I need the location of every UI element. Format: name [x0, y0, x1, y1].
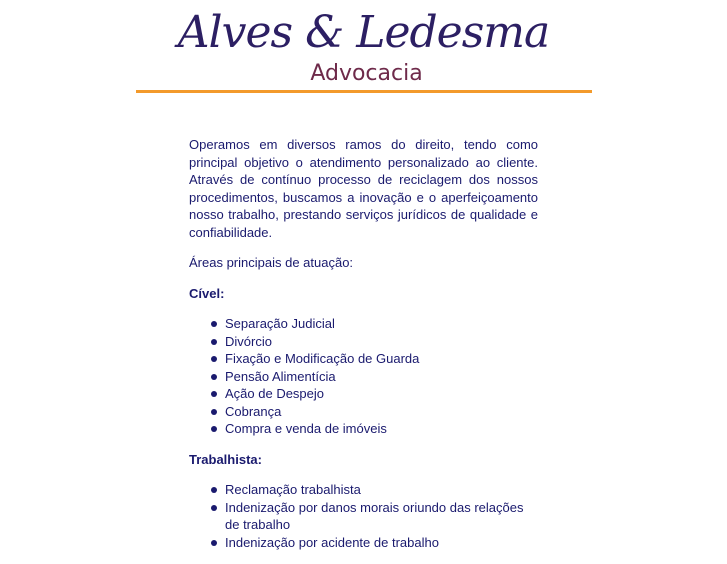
section-title-civel: Cível: — [189, 285, 225, 301]
trabalhista-list — [189, 481, 538, 551]
logo-title: Alves & Ledesma — [177, 7, 550, 58]
list-item: Compra e venda de imóveis — [225, 420, 538, 438]
list-item: Indenização por acidente de trabalho — [225, 534, 538, 552]
site-header — [0, 0, 727, 95]
civel-list — [189, 315, 538, 438]
logo-subtitle: Advocacia — [310, 61, 423, 86]
intro-paragraph: Operamos em diversos ramos do direito, tendo como principal objetivo o atendimento personalizado ao cliente. Através de contínuo processo de reciclagem dos nossos procedimentos, buscamos a inovação e o aperfeiçoamento nosso trabalho, prestando serviços jurídicos de qualidade e confiabilidade. — [189, 137, 538, 240]
list-item: Pensão Alimentícia — [225, 368, 538, 386]
main-content — [189, 136, 538, 564]
list-item: Reclamação trabalhista — [225, 481, 538, 499]
list-item: Divórcio — [225, 333, 538, 351]
list-item: Fixação e Modificação de Guarda — [225, 350, 538, 368]
list-item: Ação de Despejo — [225, 385, 538, 403]
section-title-trabalhista: Trabalhista: — [189, 451, 262, 467]
header-divider — [136, 90, 592, 93]
areas-heading: Áreas principais de atuação: — [189, 255, 354, 270]
list-item: Indenização por danos morais oriundo das relações de trabalho — [225, 499, 538, 534]
list-item: Cobrança — [225, 403, 538, 421]
list-item: Separação Judicial — [225, 315, 538, 333]
